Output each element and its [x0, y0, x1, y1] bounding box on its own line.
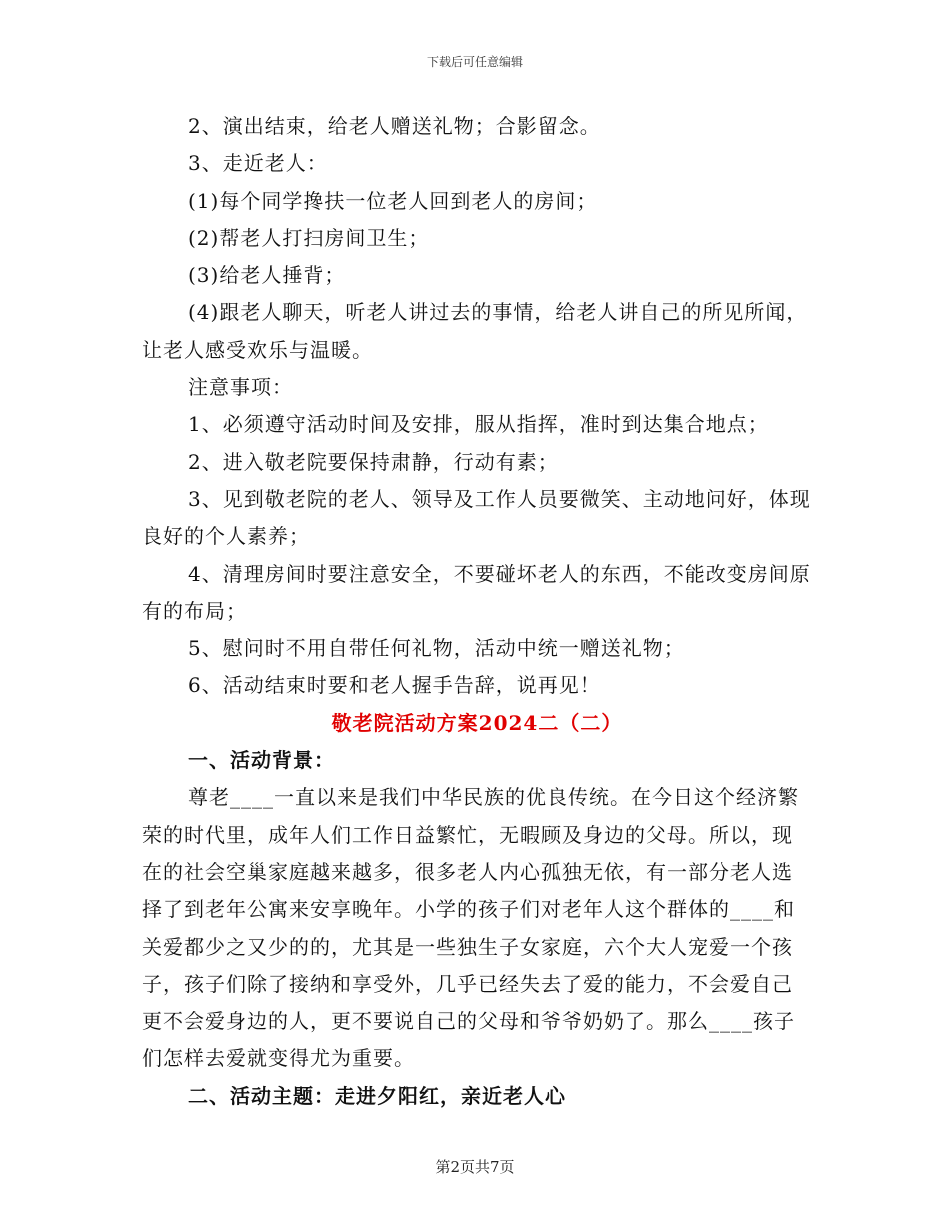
notes-heading: 注意事项： [188, 375, 293, 400]
note-item: 3、见到敬老院的老人、领导及工作人员要微笑、主动地问好，体现良好的个人素养； [142, 486, 811, 549]
paragraph: (3)给老人捶背； [188, 263, 346, 288]
note-item: 4、清理房间时要注意安全，不要碰坏老人的东西，不能改变房间原有的布局； [142, 561, 811, 623]
paragraph: (4)跟老人聊天，听老人讲过去的事情，给老人讲自己的所见所闻，让老人感受欢乐与温暖。 [142, 300, 808, 362]
paragraph: 3、走近老人： [188, 151, 328, 176]
paragraph: (1)每个同学搀扶一位老人回到老人的房间； [188, 188, 598, 213]
note-item: 1、必须遵守活动时间及安排，服从指挥，准时到达集合地点； [188, 412, 769, 437]
paragraph: 2、演出结束，给老人赠送礼物；合影留念。 [188, 114, 601, 138]
paragraph: (2)帮老人打扫房间卫生； [188, 225, 430, 250]
document-body [142, 108, 812, 1115]
note-item: 5、慰问时不用自带任何礼物，活动中统一赠送礼物； [188, 636, 685, 661]
theme-heading: 二、活动主题：走进夕阳红，亲近老人心 [188, 1083, 566, 1108]
background-heading: 一、活动背景： [188, 748, 335, 773]
background-paragraph: 尊老____一直以来是我们中华民族的优良传统。在今日这个经济繁荣的时代里，成年人们工作日益繁忙，无暇顾及身边的父母。所以，现在的社会空巢家庭越来越多，很多老人内心孤独无依，有一部分老人选择了到老年公寓来安享晚年。小学的孩子们对老年人这个群体的____和关爱都少之又少的的，尤其是一些独生子女家庭，六个大人宠爱一个孩子，孩子们除了接纳和享受外，几乎已经失去了爱的能力，不会爱自己更不会爱身边的人，更不要说自己的父母和爷爷奶奶了。那么____孩子们怎样去爱就变得尤为重要。 [142, 785, 799, 1071]
page-header: 下载后可任意编辑 [426, 55, 523, 69]
note-item: 2、进入敬老院要保持肃静，行动有素； [188, 449, 559, 474]
section-title: 敬老院活动方案2024二（二） [331, 710, 623, 735]
note-item: 6、活动结束时要和老人握手告辞，说再见！ [188, 673, 601, 698]
page-footer: 第2页共7页 [435, 1158, 515, 1176]
